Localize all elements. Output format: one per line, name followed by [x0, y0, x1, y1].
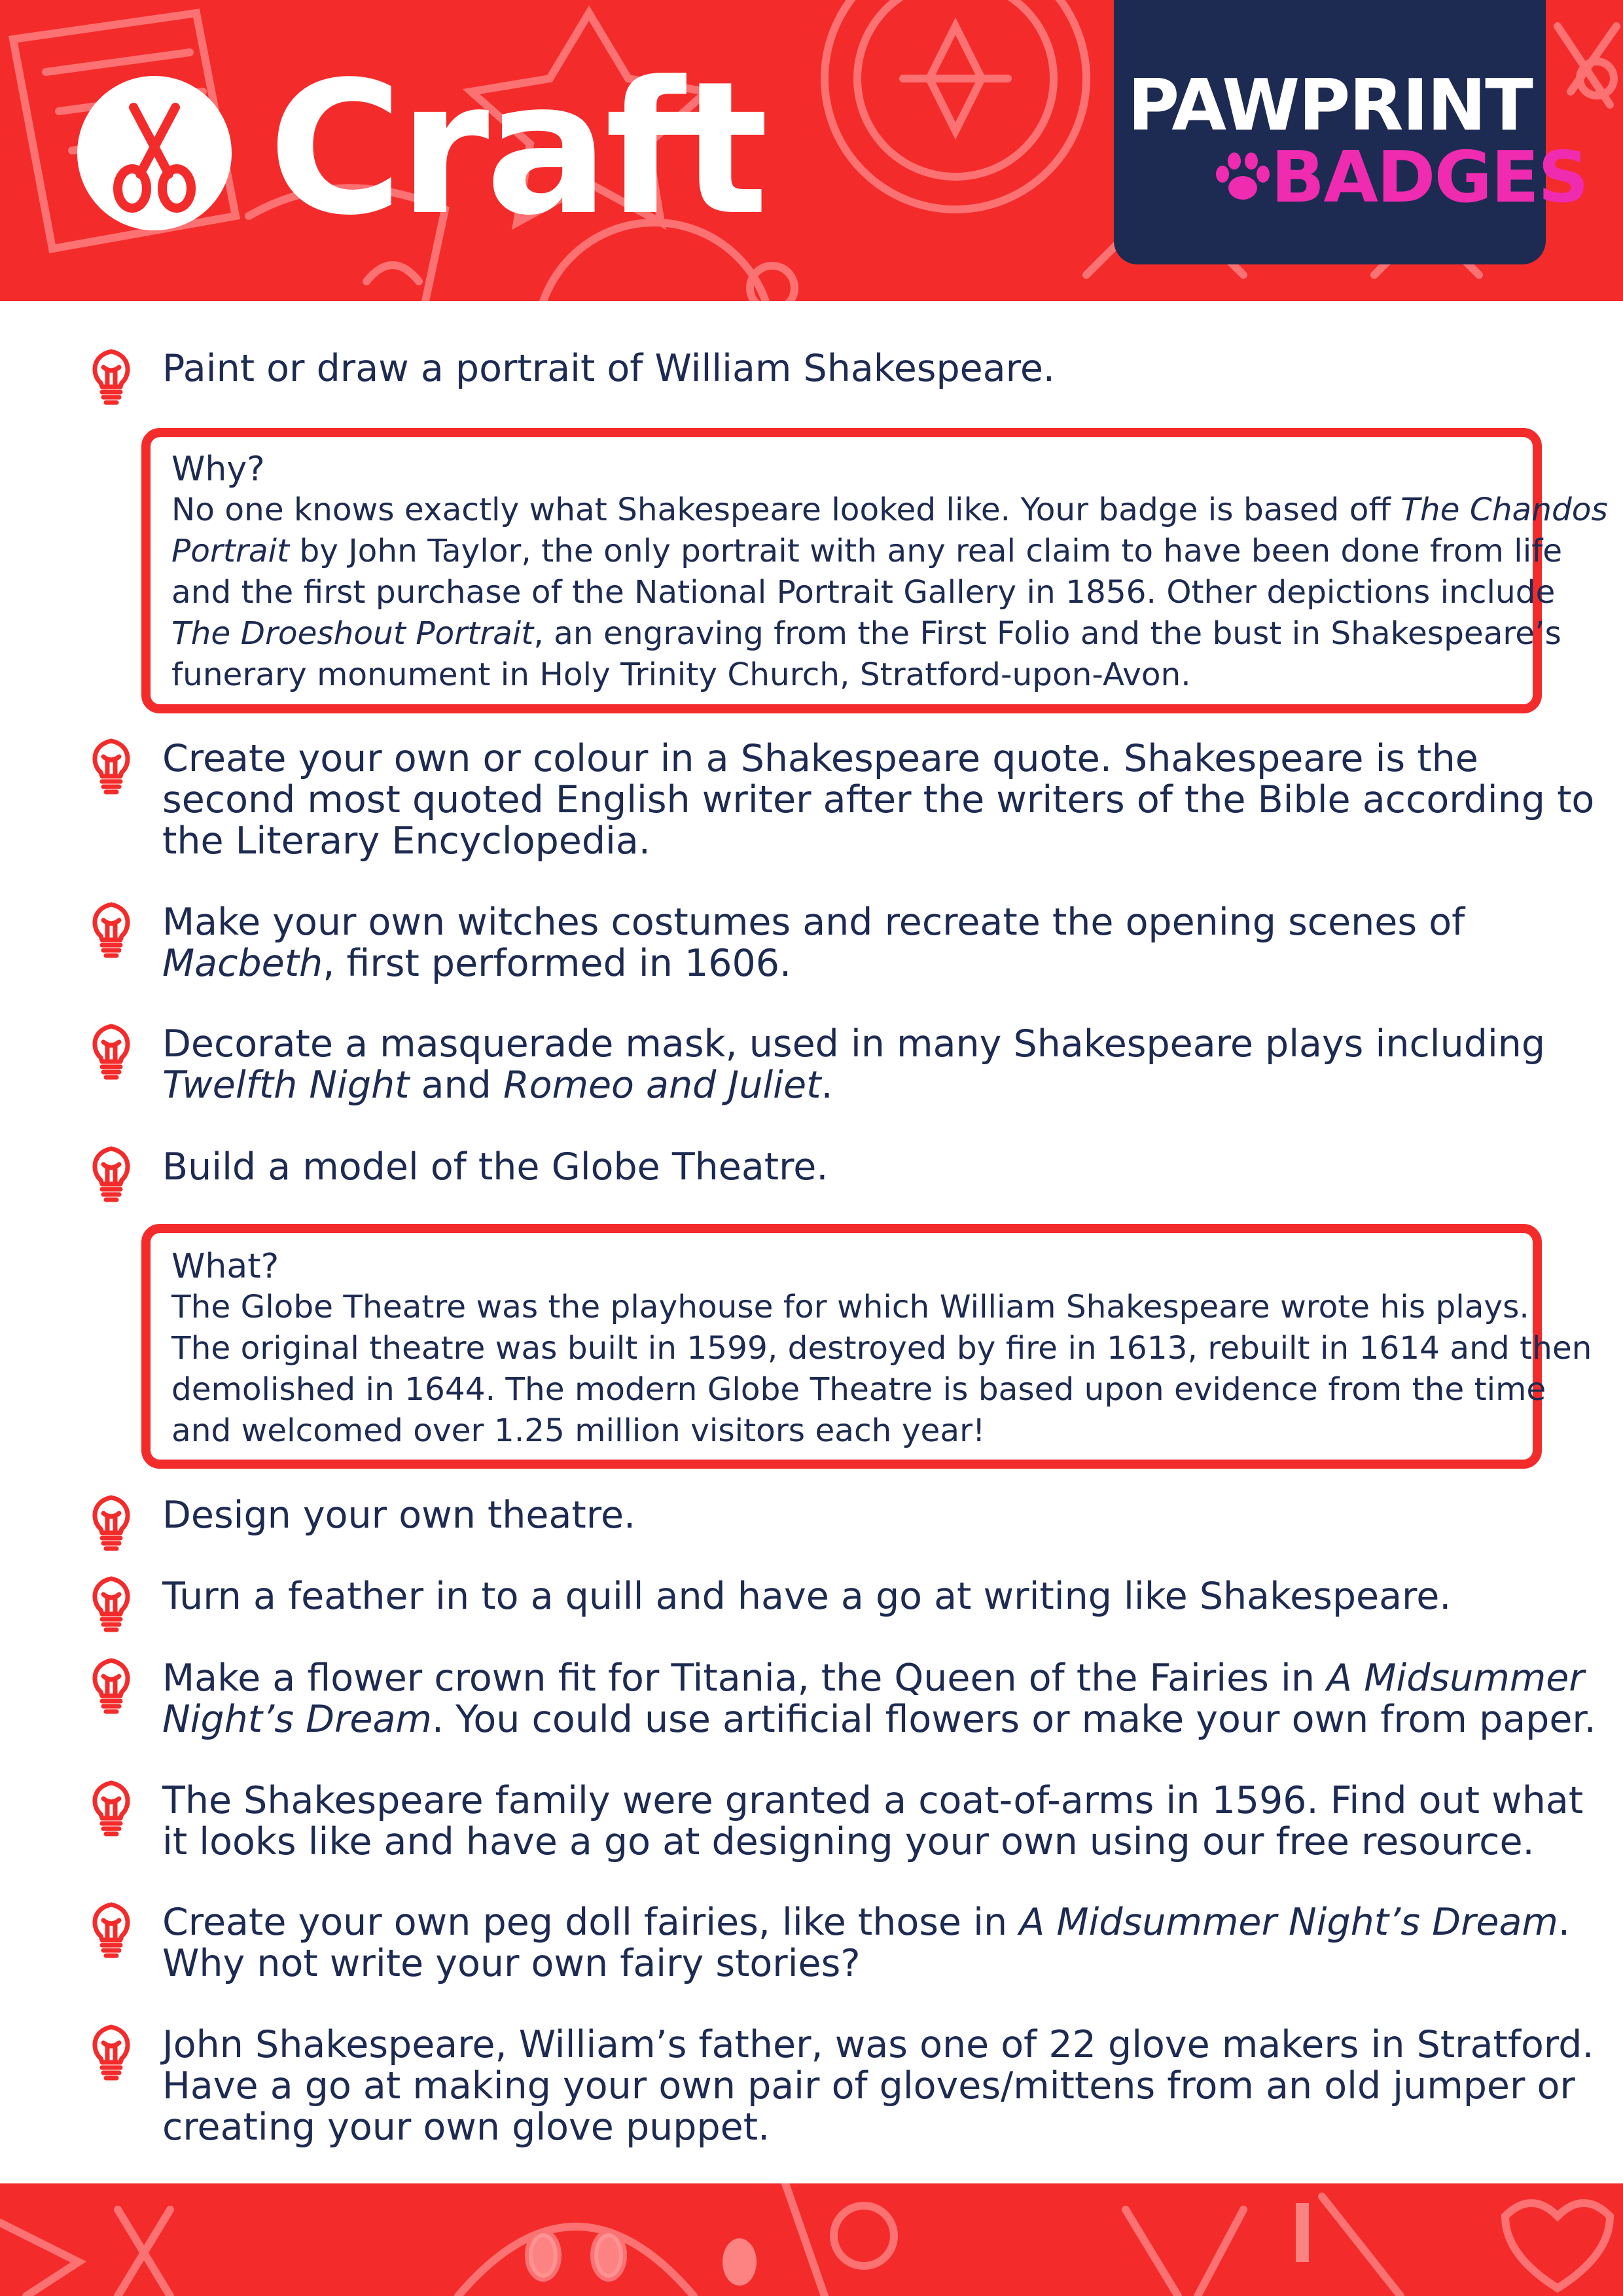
lightbulb-icon	[88, 2020, 135, 2081]
lightbulb-icon	[88, 898, 135, 958]
lightbulb-icon	[88, 1142, 135, 1202]
list-item: John Shakespeare, William’s father, was one of 22 glove makers in Stratford. Have a go at making your own pair of gloves/mittens from an old jumper or creating your own glove puppet.	[162, 2023, 1594, 2149]
brand-logo	[1114, 0, 1588, 264]
why-box-heading: Why?	[171, 450, 265, 489]
lightbulb-icon	[88, 1654, 135, 1714]
lightbulb-icon	[88, 345, 135, 405]
list-item: Turn a feather in to a quill and have a go at writing like Shakespeare.	[162, 1575, 1452, 1618]
list-item: Make your own witches costumes and recreate the opening scenes of Macbeth, first performed in 1606.	[162, 901, 1465, 985]
why-box-body: No one knows exactly what Shakespeare looked like. Your badge is based off The Chandos Portrait by John Taylor, the only portrait with any real claim to have been done from life and the first purchase of the National Portrait Gallery in 1856. Other depictions include The Droeshout Portrait, an engraving from the First Folio and the bust in Shakespeare’s funerary monument in Holy Trinity Church, Stratford-upon-Avon.	[171, 492, 1608, 693]
brand-name-line1: PAWPRINT	[1128, 65, 1532, 147]
list-item: The Shakespeare family were granted a coat-of-arms in 1596. Find out what it looks like and have a go at designing your own using our free resource.	[162, 1779, 1584, 1863]
what-box-heading: What?	[171, 1247, 279, 1286]
page-title: Craft	[268, 43, 765, 256]
what-box-body: The Globe Theatre was the playhouse for which William Shakespeare wrote his plays. The original theatre was built in 1599, destroyed by fire in 1613, rebuilt in 1614 and then demolished in 1644. The modern Globe Theatre is based upon evidence from the time and welcomed over 1.25 million visitors each year!	[171, 1289, 1592, 1449]
footer-banner	[0, 2183, 1623, 2296]
header-banner	[0, 0, 1623, 301]
lightbulb-icon	[88, 1491, 135, 1551]
list-item: Create your own or colour in a Shakespeare quote. Shakespeare is the second most quoted English writer after the writers of the Bible according to the Literary Encyclopedia.	[162, 737, 1595, 863]
paw-icon	[1213, 152, 1272, 204]
lightbulb-icon	[88, 1898, 135, 1958]
list-item: Create your own peg doll fairies, like those in A Midsummer Night’s Dream. Why not write your own fairy stories?	[162, 1901, 1571, 1985]
list-item: Make a flower crown fit for Titania, the Queen of the Fairies in A Midsummer Night’s Dream. You could use artificial flowers or make your own from paper.	[162, 1657, 1596, 1741]
lightbulb-icon	[88, 734, 135, 795]
what-info-box	[141, 1224, 1592, 1469]
list-item: Build a model of the Globe Theatre.	[162, 1145, 829, 1189]
scissors-icon	[77, 76, 232, 230]
list-item: Paint or draw a portrait of William Shakespeare.	[162, 347, 1056, 390]
brand-name-line2: BADGES	[1199, 139, 1588, 217]
list-item: Decorate a masquerade mask, used in many Shakespeare plays including Twelfth Night and Romeo and Juliet.	[162, 1022, 1546, 1107]
list-item: Design your own theatre.	[162, 1494, 636, 1537]
why-info-box	[141, 428, 1608, 713]
lightbulb-icon	[88, 1776, 135, 1837]
lightbulb-icon	[88, 1020, 135, 1080]
footer-doodle-background	[0, 2183, 1623, 2296]
lightbulb-icon	[88, 1572, 135, 1632]
